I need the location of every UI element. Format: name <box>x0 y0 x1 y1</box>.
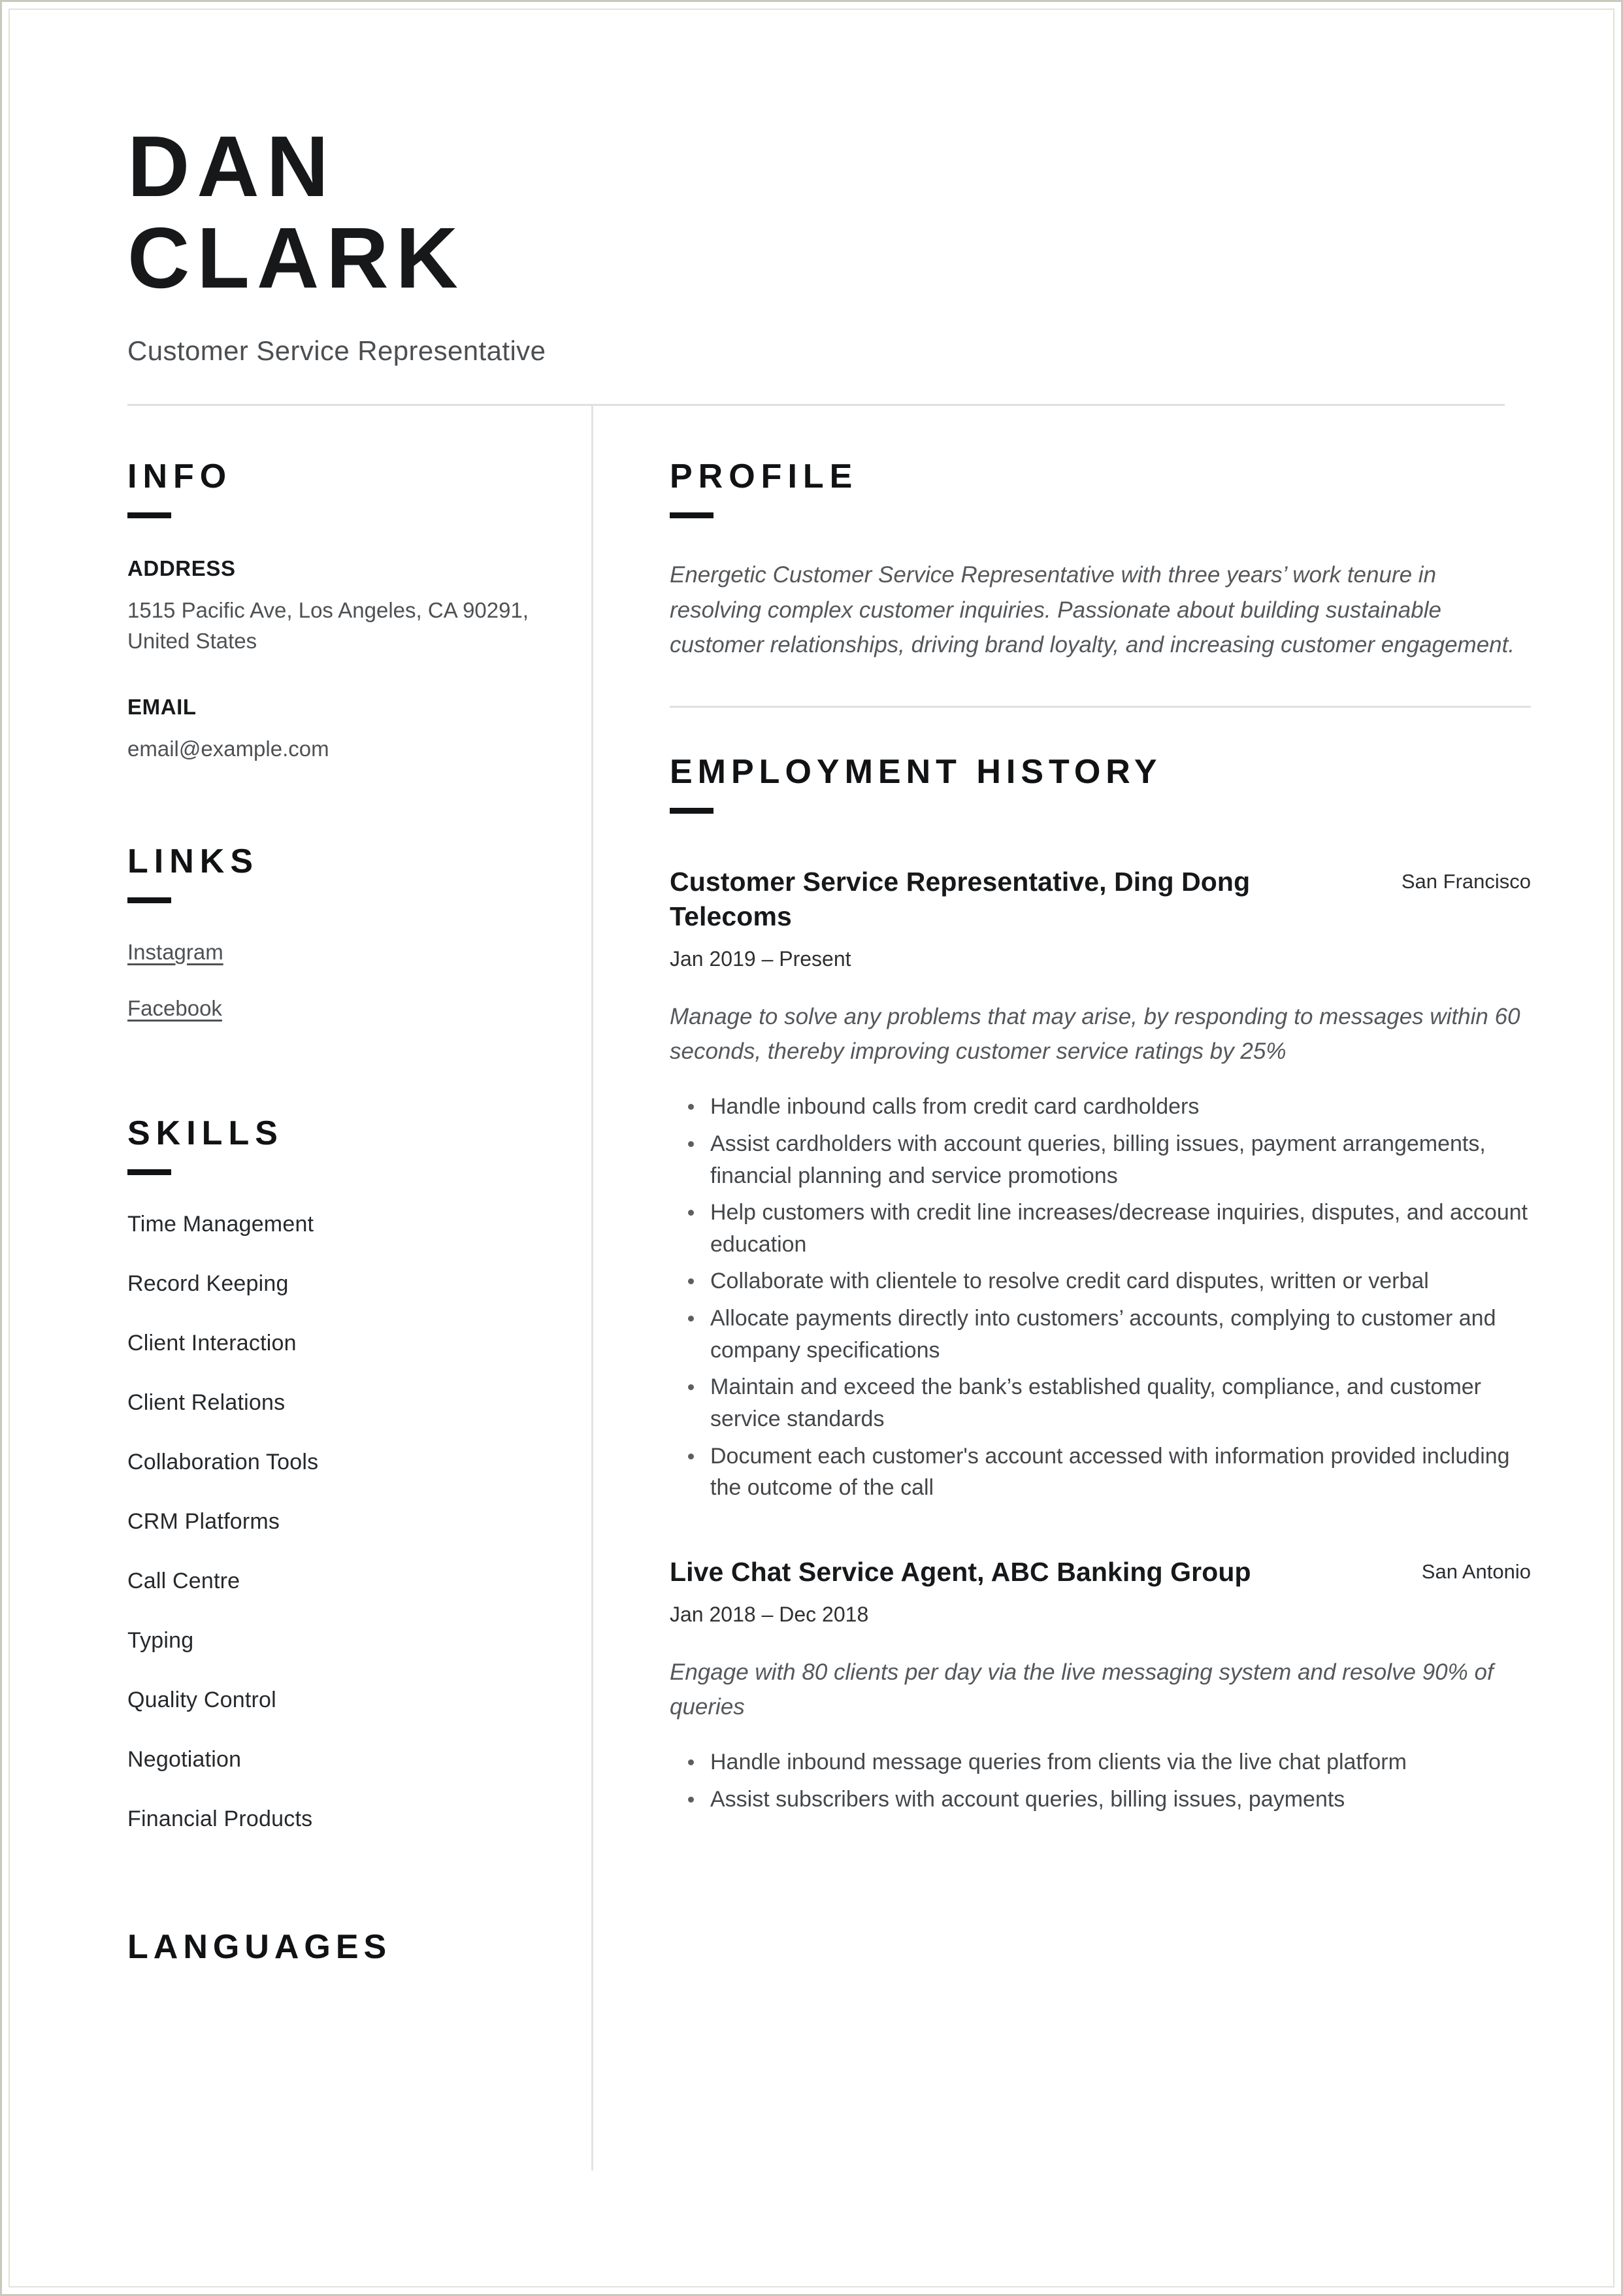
last-name: CLARK <box>127 209 465 306</box>
job-bullet: Assist subscribers with account queries, billing issues, payments <box>670 1784 1531 1816</box>
job-location: San Antonio <box>1421 1559 1531 1583</box>
skill-item: Financial Products <box>127 1806 313 1831</box>
first-name: DAN <box>127 118 336 214</box>
profile-divider <box>670 706 1531 708</box>
email-label: EMAIL <box>127 694 197 719</box>
resume-content <box>127 10 1531 2286</box>
skill-item: Collaboration Tools <box>127 1449 319 1474</box>
job-dates: Jan 2019 – Present <box>670 947 851 971</box>
section-info <box>127 458 565 765</box>
spacer-info-links <box>127 765 565 843</box>
job-header <box>670 865 1531 935</box>
job-bullet: Document each customer's account accessed with information provided including the outcome of the call <box>670 1440 1531 1504</box>
job-bullet: Allocate payments directly into customers’ accounts, complying to customer and company specifications <box>670 1303 1531 1366</box>
skill-item: Quality Control <box>127 1687 276 1712</box>
info-heading: INFO <box>127 457 233 495</box>
profile-heading: PROFILE <box>670 457 859 495</box>
job-title: Customer Service Representative, Ding Dong Telecoms <box>670 866 1251 932</box>
languages-heading: LANGUAGES <box>127 1927 392 1966</box>
skill-item: Negotiation <box>127 1746 242 1772</box>
skill-item: CRM Platforms <box>127 1508 280 1534</box>
job-bullet-list <box>670 1091 1531 1503</box>
section-skills <box>127 1115 565 1832</box>
job-entry <box>670 1555 1531 1816</box>
job-bullet: Maintain and exceed the bank’s established quality, compliance, and customer service standards <box>670 1371 1531 1435</box>
skill-item: Typing <box>127 1627 194 1653</box>
resume-columns <box>127 406 1531 2171</box>
address-value: 1515 Pacific Ave, Los Angeles, CA 90291, United States <box>127 598 529 653</box>
job-summary: Engage with 80 clients per day via the live messaging system and resolve 90% of queries <box>670 1659 1494 1720</box>
skill-item: Call Centre <box>127 1568 240 1593</box>
email-block <box>127 695 565 765</box>
link-facebook[interactable]: Facebook <box>127 995 222 1020</box>
skill-item: Client Relations <box>127 1389 286 1415</box>
job-bullet: Handle inbound message queries from clients via the live chat platform <box>670 1746 1531 1778</box>
address-label: ADDRESS <box>127 556 236 580</box>
resume-sheet <box>8 8 1615 2288</box>
job-bullet: Assist cardholders with account queries, billing issues, payment arrangements, financial planning and service promotions <box>670 1128 1531 1191</box>
spacer-skills-languages <box>127 1866 565 1929</box>
job-header <box>670 1555 1531 1589</box>
address-block <box>127 556 565 657</box>
skill-item: Record Keeping <box>127 1271 289 1296</box>
email-value: email@example.com <box>127 736 329 761</box>
links-heading: LINKS <box>127 842 259 880</box>
skills-heading: SKILLS <box>127 1114 284 1152</box>
employment-heading: EMPLOYMENT HISTORY <box>670 752 1162 791</box>
section-employment <box>670 754 1531 1816</box>
info-heading-underline <box>127 512 171 518</box>
section-profile <box>670 458 1531 708</box>
job-bullet: Help customers with credit line increases/decrease inquiries, disputes, and account education <box>670 1197 1531 1260</box>
links-heading-underline <box>127 897 171 903</box>
job-title: Live Chat Service Agent, ABC Banking Group <box>670 1556 1251 1587</box>
link-instagram[interactable]: Instagram <box>127 939 223 964</box>
skills-heading-underline <box>127 1169 171 1175</box>
job-bullet-list <box>670 1746 1531 1815</box>
job-summary: Manage to solve any problems that may arise, by responding to messages within 60 seconds, thereby improving customer service ratings by 25% <box>670 1004 1520 1064</box>
skills-list <box>127 1212 565 1832</box>
job-bullet: Collaborate with clientele to resolve credit card disputes, written or verbal <box>670 1265 1531 1297</box>
links-list <box>127 940 565 1021</box>
main-column <box>593 406 1531 2171</box>
resume-header <box>127 10 1513 406</box>
job-location: San Francisco <box>1401 869 1531 893</box>
job-bullet: Handle inbound calls from credit card cardholders <box>670 1091 1531 1123</box>
section-links <box>127 843 565 1021</box>
skill-item: Time Management <box>127 1211 314 1237</box>
spacer-links-skills <box>127 1052 565 1115</box>
employment-heading-underline <box>670 808 713 814</box>
job-entry <box>670 865 1531 1504</box>
profile-heading-underline <box>670 512 713 518</box>
profile-text: Energetic Customer Service Representative with three years’ work tenure in resolving complex customer inquiries. Passionate about building sustainable customer relationships, driving brand loyalty, and increasing customer engagement. <box>670 562 1515 658</box>
sidebar-column <box>127 406 591 2171</box>
header-job-title: Customer Service Representative <box>127 335 546 366</box>
section-languages <box>127 1929 565 1966</box>
job-dates: Jan 2018 – Dec 2018 <box>670 1603 869 1627</box>
skill-item: Client Interaction <box>127 1330 297 1356</box>
